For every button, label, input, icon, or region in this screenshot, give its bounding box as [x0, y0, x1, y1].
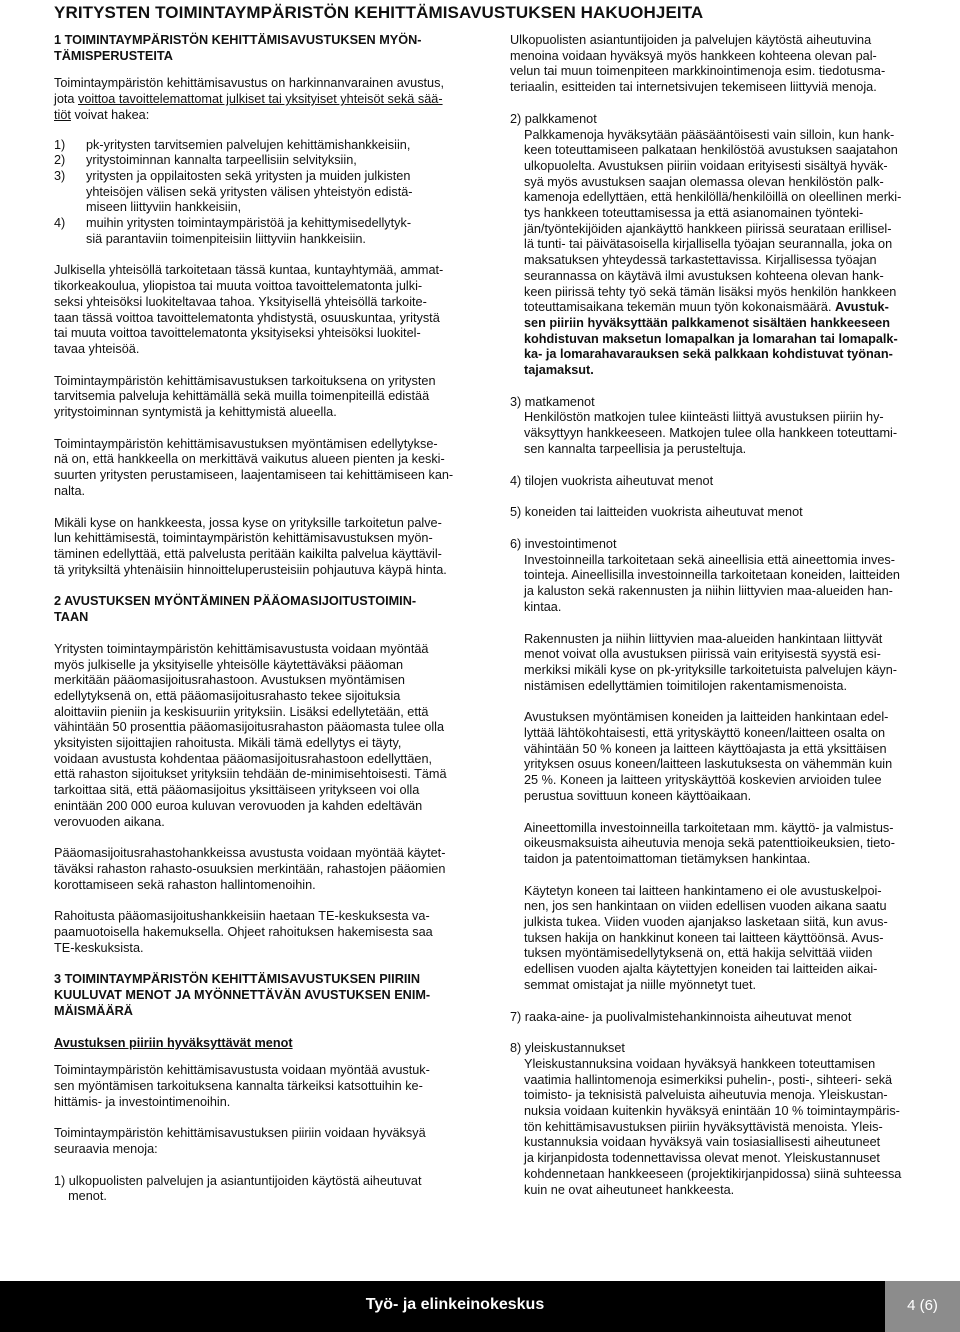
text-line: tavaa yhteisöä.	[54, 341, 140, 356]
paragraph	[54, 846, 484, 893]
paragraph	[54, 263, 484, 357]
paragraph	[54, 909, 484, 956]
text-line: paamuotoisella hakemuksella. Ohjeet rahoituksen hakemisesta saa	[54, 925, 433, 940]
text-line: voidaan avustusta kohdentaa pääomasijoitusrahastoon edellyttäen,	[54, 751, 433, 766]
paragraph	[524, 128, 938, 301]
text-line: menoina voidaan hyväksyä myös hankkeen kohteena olevan pal-	[510, 48, 877, 63]
text-line: sen myöntämisen tarkoituksena kannalta tärkeiksi katsottuihin ke-	[54, 1078, 423, 1093]
text-line: kohdennetaan hankkeeseen (projektikirjanpidossa) siinä suhteessa	[524, 1166, 902, 1181]
text-line: ja kaluston sekä rakennusten ja niihin liittyvien maa-alueiden han-	[524, 584, 893, 599]
text-line: tön kehittämisavustuksen piiriin hyväksyttävistä menoista. Yleis-	[524, 1119, 883, 1134]
text-line: sen kannalta tarpeellisia ja perusteltuja.	[524, 441, 747, 456]
paragraph	[524, 553, 938, 616]
text-line: Käytetyn koneen tai laitteen hankintameno ei ole avustuskelpoi-	[524, 883, 882, 898]
text-line: tuksen myöntämisedellytyksenä on, että hakija selvittää viiden	[524, 946, 873, 961]
section-2-heading	[54, 594, 484, 625]
paragraph	[54, 1063, 484, 1110]
text-line: Toimintaympäristön kehittämisavustuksen myöntämisen edellytykse-	[54, 436, 438, 451]
text-line: MÄISMÄÄRÄ	[54, 1003, 133, 1018]
paragraph	[524, 884, 938, 994]
text-line: vähintään 50 prosenttia pääomasijoitusrahaston pääomasta tulee olla	[54, 720, 445, 735]
text-line: kustannuksia voidaan hyväksyä vain tosiasiallisesti aiheutuneet	[524, 1135, 881, 1150]
text-line: tarkoittaa sitä, että pääomasijoitus yksittäiseen yritykseen voi olla	[54, 783, 420, 798]
expense-item-5: 5) koneiden tai laitteiden vuokrista aiheutuvat menot	[510, 505, 803, 520]
text-line: tointeja. Aineellisilla investoinneilla tarkoitetaan koneiden, laitteiden	[524, 568, 900, 583]
paragraph	[524, 710, 938, 804]
section-3-heading	[54, 972, 484, 1019]
text-line: oikeusmaksuista aiheutuvia menoja sekä patenttioikeuksien, tieto-	[524, 836, 895, 851]
text-line: väksyttyyn hankkeeseen. Matkojen tulee olla hankkeen toteuttami-	[524, 426, 898, 441]
organization-name: Työ- ja elinkeinokeskus	[365, 1296, 545, 1313]
text-line: Toimintaympäristön kehittämisavustuksen tarkoituksena on yritysten	[54, 373, 436, 388]
text-line: 1) ulkopuolisten palvelujen ja asiantuntijoiden käytöstä aiheutuvat	[54, 1173, 422, 1188]
text-line: korottamiseen sekä rahaston hallintomenoihin.	[54, 877, 316, 892]
text-line: ka- ja lomarahavarauksen sekä palkkaan kohdistuvat työnan-	[524, 347, 893, 362]
text-line: menot.	[54, 1189, 107, 1204]
paragraph	[524, 316, 938, 379]
list-item: 2) yritystoiminnan kannalta tarpeellisiin selvityksiin,	[54, 153, 357, 168]
text-line: menot voivat olla avustuksen piirissä vain erityisestä syystä esi-	[524, 647, 881, 662]
paragraph	[524, 821, 938, 868]
text-line: aloittaviin pieniin ja keskisuuriin yrityksiin. Lisäksi edellytetään, että	[54, 704, 429, 719]
text-line: tajamaksut.	[524, 363, 594, 378]
expense-item-2-heading: 2) palkkamenot	[510, 111, 597, 126]
text-line: suurten yritysten perustamiseen, laajentamiseen tai kehittämiseen kan-	[54, 468, 454, 483]
text-line: keen piirissä tehty työ sekä tämän lisäksi myös henkilön hankkeen	[524, 284, 897, 299]
text-line: sen piiriin hyväksyttään palkkamenot sisältäen hankkeeseen	[524, 315, 890, 330]
text-line: semmat omistajat ja niille myönnetyt tuet.	[524, 977, 756, 992]
text-line: kintaa.	[524, 599, 562, 614]
text-line: tikorkeakoulua, yliopistoa tai muuta voittoa tavoittelematonta julki-	[54, 279, 423, 294]
expense-item-6-body	[510, 553, 938, 994]
paragraph	[54, 516, 484, 579]
text-line: nen, jos sen hankintaan on viiden edellisen vuoden aikana saatu	[524, 899, 887, 914]
paragraph	[524, 410, 938, 457]
paragraph	[524, 1057, 938, 1198]
text-line: Pääomasijoitusrahastohankkeissa avustusta voidaan myöntää käytet-	[54, 846, 446, 861]
paragraph	[54, 374, 484, 421]
text-line: teriaalin, esitteiden tai internetsivujen tekemiseen liittyviä menoja.	[510, 80, 877, 95]
text-line: tai muuta voittoa tavoittelematonta yksityiseksi yhteisöksi luokitel-	[54, 326, 421, 341]
text-line: Investoinneilla tarkoitetaan sekä aineellisia että aineettomia inves-	[524, 552, 895, 567]
list-item: 1) pk-yritysten tarvitsemien palvelujen kehittämishankkeisiin,	[54, 137, 411, 152]
text-line: myös julkiselle ja yksityiselle yhteisölle käytettäväksi pääoman	[54, 657, 404, 672]
text-line: enintään 200 000 euroa kuluvan verovuoden ja kahden edeltävän	[54, 798, 423, 813]
text-line: ulkopuolelta. Avustuksen piiriin voidaan erityisesti sisältyä hyväk-	[524, 158, 888, 173]
footer-bar	[0, 1281, 960, 1332]
text-line: että rahaston sijoitukset yrityksiin tehdään de-minimisehtoisesti. Tämä	[54, 767, 447, 782]
text-line: Yleiskustannuksina voidaan hyväksyä hankkeen toteuttamisen	[524, 1056, 876, 1071]
text-line: vaatimia hallintomenoja esimerkiksi puhelin-, posti-, sihteeri- sekä	[524, 1072, 893, 1087]
text-line: nistämisen edellyttämien toimitilojen rakentamismenoista.	[524, 678, 847, 693]
text-line: Palkkamenoja hyväksytään pääsääntöisesti vain silloin, kun hank-	[524, 127, 895, 142]
list-item: 3) yritysten ja oppilaitosten sekä yritysten ja muiden julkisten yhteisöjen välisen sekä yritysten välisen yhteistyön edistä- miseen liittyviin hankkeisiin,	[54, 168, 413, 215]
text-line: Ulkopuolisten asiantuntijoiden ja palvelujen käytöstä aiheutuvina	[510, 33, 872, 47]
text-line: Henkilöstön matkojen tulee kiinteästi liittyä avustuksen piiriin hy-	[524, 410, 884, 425]
paragraph	[510, 33, 938, 96]
right-column	[510, 33, 938, 1198]
text-line: syä myös avustuksen saajan olemassa olevan henkilöstön palk-	[524, 174, 884, 189]
text-line: perustua sovittuun koneen käyttöaikaan.	[524, 788, 752, 803]
text-line: taidon ja patentoimattoman tietämyksen hankintaa.	[524, 851, 811, 866]
text-line: Rahoitusta pääomasijoitushankkeisiin haetaan TE-keskuksesta va-	[54, 909, 430, 924]
text-line: Yritysten toimintaympäristön kehittämisavustusta voidaan myöntää	[54, 641, 429, 656]
text-line: merkiksi mikäli kyse on pk-yrityksille tarkoitetuista palvelujen käyn-	[524, 662, 897, 677]
text-line: kohdistuvan maksetun lomapalkan ja lomarahan tai lomapalk-	[524, 331, 898, 346]
text-line: seksi yhteisöksi luokiteltavaa tahoa. Yksityisellä yhteisöllä tarkoite-	[54, 294, 427, 309]
expense-item-3-body	[510, 410, 938, 457]
text-line: yritystoiminnan syntymistä ja kehittymistä alueella.	[54, 405, 337, 420]
paragraph: toteuttamisaikana tekemän muun työn kokonaismäärä. Avustuk-	[524, 300, 889, 315]
text-line: vähintään 50 % koneen ja laitteen käyttöajasta ja että yksittäisen	[524, 741, 887, 756]
expense-item-1	[54, 1174, 484, 1205]
expense-item-8-body	[510, 1057, 938, 1198]
text-line: KUULUVAT MENOT JA MYÖNNETTÄVÄN AVUSTUKSEN ENIM-	[54, 988, 431, 1003]
text-line: jän/työntekijöiden ajankäyttö hankkeen piirissä seurataan erillisel-	[524, 221, 892, 236]
text-line: Toimintaympäristön kehittämisavustusta voidaan myöntää avustuk-	[54, 1063, 430, 1078]
text-line: hittämis- ja investointimenoihin.	[54, 1094, 231, 1109]
text-line: velun tai muun toimenpiteen markkinointimenoja esim. tiedotusma-	[510, 64, 886, 79]
text-line: 25 %. Koneen ja laitteen yrityskäyttöä koskevien arvioiden tulee	[524, 773, 882, 788]
text-line: Aineettomilla investoinneilla tarkoitetaan mm. käyttö- ja valmistus-	[524, 820, 894, 835]
expense-item-2-body	[510, 128, 938, 379]
text-line: yrityksen osuus koneen/laitteen laskutuksesta on vähemmän kuin	[524, 757, 893, 772]
page-title: YRITYSTEN TOIMINTAYMPÄRISTÖN KEHITTÄMISAVUSTUKSEN HAKUOHJEITA	[54, 3, 704, 22]
text-line: tuksen hakija on hankkinut koneen tai laitteen käyttöönsä. Avus-	[524, 930, 884, 945]
text-line: julkista tukea. Viiden vuoden ajanjakso lasketaan siitä, kun avus-	[524, 915, 888, 930]
text-line: Avustuksen myöntämisen koneiden ja laitteiden hankintaan edel-	[524, 710, 889, 725]
text-line: täminen edellyttää, että palvelusta peritään kaikilta palvelua käyttävil-	[54, 546, 442, 561]
text-line: Mikäli kyse on hankkeesta, jossa kyse on yrityksille tarkoitetun palve-	[54, 515, 442, 530]
text-line: nalta.	[54, 483, 86, 498]
text-line: edellytyksenä on, että pääomasijoitusrahasto tekee sijoituksia	[54, 688, 401, 703]
text-line: yksityisten sijoittajien rahoitusta. Mikäli tämä edellytys ei täyty,	[54, 736, 402, 751]
paragraph	[54, 642, 484, 830]
text-line: TAAN	[54, 610, 89, 625]
text-line: täväksi rahaston rahasto-osuuksien merkintään, rahastojen pääomien	[54, 861, 446, 876]
text-line: merkitään pääomasijoitusrahastoon. Avustuksen myöntämisen	[54, 673, 405, 688]
text-line: ja kirjanpidosta todennettavissa olevat menot. Yleiskustannuset	[524, 1151, 880, 1166]
intro-paragraph: Toimintaympäristön kehittämisavustus on harkinnanvarainen avustus, jota voittoa tavoittelemattomat julkiset tai yksityiset yhteisöt sekä sää- tiöt voivat hakea:	[54, 76, 444, 122]
section-1-heading: 1 TOIMINTAYMPÄRISTÖN KEHITTÄMISAVUSTUKSEN MYÖN- TÄMISPERUSTEITA	[54, 33, 422, 63]
text-line: seuraavia menoja:	[54, 1142, 158, 1157]
text-line: maksatuksen yhteydessä tarkastettavissa. Kirjallisessa työajan	[524, 253, 877, 268]
text-line: kamenoja edellyttäen, että henkilöllä/henkilöillä on oleellinen merki-	[524, 190, 902, 205]
text-line: TE-keskuksista.	[54, 940, 144, 955]
text-line: toimisto- ja teknisistä palveluista aiheutuvia menoja. Yleiskustan-	[524, 1088, 888, 1103]
text-line: lun kehittämisestä, toimintaympäristön kehittämisavustuksen myön-	[54, 531, 433, 546]
text-line: Julkisella yhteisöllä tarkoitetaan tässä kuntaa, kuntayhtymää, ammat-	[54, 263, 444, 278]
text-line: tä yrityksiltä yhtenäisiin hinnoitteluperusteisiin pohjautuva käypä hinta.	[54, 562, 447, 577]
expense-item-8-heading: 8) yleiskustannukset	[510, 1041, 625, 1056]
text-line: verovuoden aikana.	[54, 814, 165, 829]
text-line: nuksia voidaan kuitenkin hyväksyä enintään 10 % toimintaympäris-	[524, 1104, 900, 1119]
text-line: tarvitsemia palveluja kehittämällä sekä muilla toimenpiteillä edistää	[54, 389, 430, 404]
text-line: lä tunti- tai päivätasoisella kirjallisella työajan seurannalla, joka on	[524, 237, 893, 252]
expense-item-6-heading: 6) investointimenot	[510, 536, 617, 551]
text-line: 2 AVUSTUKSEN MYÖNTÄMINEN PÄÄOMASIJOITUSTOIMIN-	[54, 594, 417, 609]
text-line: lyttää lähtökohtaisesti, että yrityskäyttö koneen/laitteen osalta on	[524, 726, 886, 741]
section-3-subheading: Avustuksen piiriin hyväksyttävät menot	[54, 1035, 293, 1050]
page-number: 4 (6)	[907, 1297, 938, 1314]
paragraph	[54, 1126, 484, 1157]
expense-item-3-heading: 3) matkamenot	[510, 394, 595, 409]
text-line: tys hankkeen toteuttamisessa ja että asianomainen työnteki-	[524, 206, 864, 221]
text-line: taan tässä voittoa tavoittelematonta yhdistystä, osuuskuntaa, yritystä	[54, 310, 440, 325]
text-line: nä on, että hankkeella on merkittävä vaikutus alueen pienten ja keski-	[54, 452, 445, 467]
text-line: edellisen vuoden ajalta käytettyjen koneiden tai laitteiden aikai-	[524, 962, 878, 977]
text-line: kuin ne ovat aiheutuneet hankkeesta.	[524, 1182, 735, 1197]
text-line: Rakennusten ja niihin liittyvien maa-alueiden hankintaan liittyvät	[524, 631, 883, 646]
text-line: 3 TOIMINTAYMPÄRISTÖN KEHITTÄMISAVUSTUKSEN PIIRIIN	[54, 972, 421, 987]
eligible-projects-list	[54, 138, 484, 248]
list-item: 4) muihin yritysten toimintaympäristöä ja kehittymisedellytyk- siä parantaviin toimenpiteisiin liittyviin hankkeisiin.	[54, 216, 412, 246]
paragraph	[524, 632, 938, 695]
paragraph	[54, 437, 484, 500]
expense-item-4: 4) tilojen vuokrista aiheutuvat menot	[510, 473, 714, 488]
expense-item-7: 7) raaka-aine- ja puolivalmistehankinnoista aiheutuvat menot	[510, 1009, 852, 1024]
left-column	[54, 33, 484, 1205]
text-line: Toimintaympäristön kehittämisavustuksen piiriin voidaan hyväksyä	[54, 1126, 426, 1141]
text-line: seurannassa on käytävä ilmi avustuksen kohteena olevan hank-	[524, 268, 884, 283]
text-line: keen toteuttamiseen palkataan henkilöstöä avustuksen saajatahon	[524, 143, 898, 158]
